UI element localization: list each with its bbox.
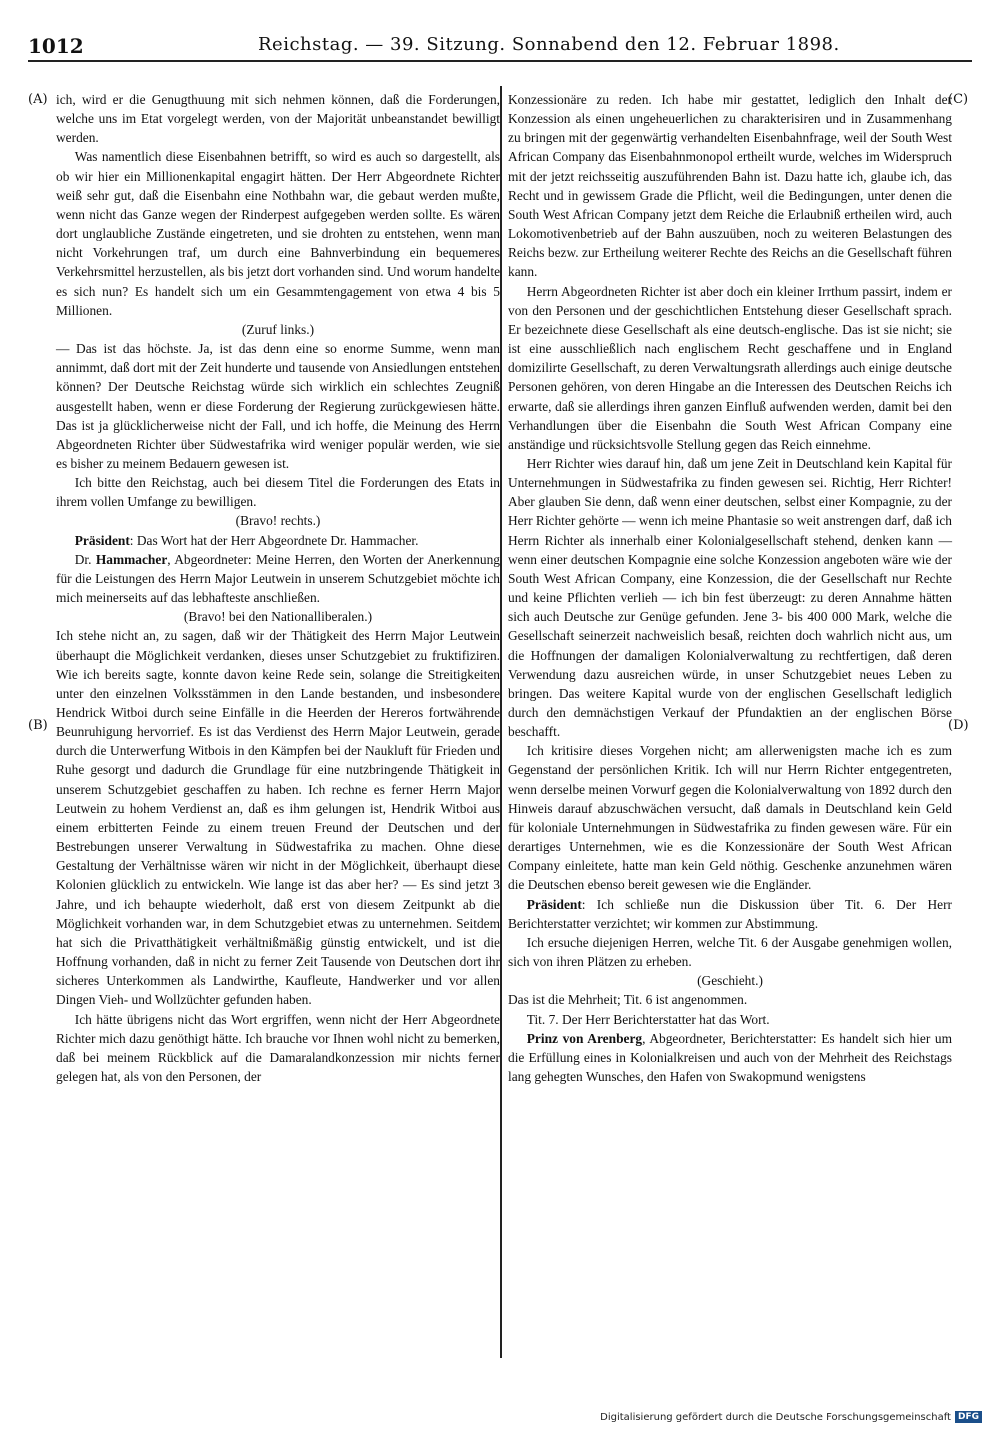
paragraph: Herrn Abgeordneten Richter ist aber doch ein kleiner Irrthum passirt, indem er von den Personen und der geschichtlichen Entstehung dieser Gesellschaft sprach. Er bezeichnete diese Gesellschaft als eine deutsch-englische. Das ist sie nicht; sie ist eine ausschließlich nach englischem Recht geschaffene und in England domizilirte Gesellschaft, zu deren Verwaltungsrath allerdings auch einige deutsche Personen gehören, von deren Hingabe an die Interessen des Deutschen Reichs ich erwarte, daß sie allerdings ihren ganzen Einfluß aufwenden werden, damit bei den Verhandlungen über die Eisenbahn die South West African Company eine anständige und rücksichtsvolle Stellung gegen das Reich einnehme.	[508, 283, 952, 452]
running-head: Reichstag. — 39. Sitzung. Sonnabend den 12. Februar 1898.	[258, 34, 840, 55]
paragraph: Herr Richter wies darauf hin, daß um jene Zeit in Deutschland kein Kapital für Unternehmungen in Südwestafrika zu finden gewesen sei. Richtig, Herr Richter! Aber glauben Sie denn, daß wenn einer deutschen, selbst einer Kompagnie, zu der Herr Richter gehörte — wenn ich meine Phantasie so weit anstrengen darf, daß ich Herrn Richter als innerhalb einer Kolonialgesellschaft stehend, denken kann — wenn einer deutschen Kompagnie eine solche Konzession angeboten wäre wie der South West African Company, eine Konzession, die der Gesellschaft nur Rechte und keine Pflichten verlieh — ich bin fest überzeugt: zu deren Annahme hätten sich auch Deutsche zur Genüge gefunden. Jene 3- bis 400 000 Mark, welche die Gesellschaft seinerzeit nachweislich besaß, reichten doch wahrlich nicht aus, um die Hoffnungen der damaligen Kolonialverwaltung zu rechtfertigen, daß deren Verwendung dazu ausreichen würde, in unser Schutzgebiet neues Leben zu bringen. Das weitere Kapital wurde von der englischen Gesellschaft lediglich durch den demnächstigen Verkauf der Pfundaktien an der englischen Börse beschafft.	[508, 455, 952, 740]
page-header	[28, 30, 972, 62]
speaker-paragraph: Prinz von Arenberg, Abgeordneter, Berichterstatter: Es handelt sich hier um die Erfüllung eines in Kolonialkreisen und auch von der Mehrheit des Reichstags lang gehegten Wunsches, den Hafen von Swakopmund wenigstens	[508, 1030, 952, 1084]
interjection: (Zuruf links.)	[241, 321, 315, 337]
digitization-credit	[600, 1411, 982, 1423]
interjection: (Bravo! rechts.)	[235, 513, 321, 529]
column-divider	[500, 86, 502, 1358]
right-column	[508, 90, 952, 1086]
credit-text: Digitalisierung gefördert durch die Deutsche Forschungsgemeinschaft	[600, 1411, 951, 1423]
page-number: 1012	[28, 34, 84, 58]
margin-label-b: (B)	[28, 718, 48, 733]
paragraph: Konzessionäre zu reden. Ich habe mir gestattet, lediglich den Inhalt der Konzession als einen ungeheuerlichen zu charakterisiren und in Zusammenhang zu bringen mit der gegenwärtig verhandelten Eisenbahnfrage, weil der South West African Company das Eisenbahnmonopol ertheilt wurde, welches im Widerspruch mit der jetzt reichsseitig auszuführenden Bahn ist. Dazu hatte ich, glaube ich, das Recht und in gewissem Grade die Pflicht, weil die Bedingungen, unter denen die South West African Company jetzt dem Reiche die Erlaubniß ertheilen wird, auch Lokomotivenbetrieb auf der Bahn auszuüben, noch zu weiteren Belastungen des Reichs bezw. zur Ertheilung weiterer Rechte des Reichs an die Gesellschaft führen kann.	[508, 92, 952, 280]
speaker-paragraph: Präsident: Das Wort hat der Herr Abgeordnete Dr. Hammacher.	[74, 532, 419, 548]
interjection: (Bravo! bei den Nationalliberalen.)	[183, 609, 373, 625]
speaker-paragraph: Präsident: Ich schließe nun die Diskussion über Tit. 6. Der Herr Berichterstatter verzichtet; wir kommen zur Abstimmung.	[508, 896, 952, 931]
paragraph: Tit. 7. Der Herr Berichterstatter hat das Wort.	[526, 1011, 770, 1027]
paragraph: Ich kritisire dieses Vorgehen nicht; am allerwenigsten mache ich es zum Gegenstand der persönlichen Kritik. Ich will nur Herrn Richter entgegentreten, wenn derselbe meinen Vorwurf gegen die Kolonialverwaltung von 1892 durch den Hinweis darauf abzuschwächen versucht, daß damals in Deutschland kein Geld für koloniale Unternehmungen in Südwestafrika zu finden gewesen wäre. Für ein derartiges Unternehmen, wie es die Konzessionäre der South West African Company einleitete, hatte man kein Geld nöthig. Geschenke anzunehmen wären die Deutschen ebenso bereit gewesen wie die Engländer.	[508, 743, 952, 893]
paragraph: Das ist die Mehrheit; Tit. 6 ist angenommen.	[508, 992, 748, 1008]
margin-label-d: (D)	[948, 718, 969, 733]
paragraph: ich, wird er die Genugthuung mit sich nehmen können, daß die Forderungen, welche uns im Etat vorgelegt werden, von der Majorität unbeanstandet bewilligt werden.	[56, 92, 500, 146]
dfg-logo-icon: DFG	[955, 1411, 982, 1423]
paragraph: — Das ist das höchste. Ja, ist das denn eine so enorme Summe, wenn man annimmt, daß dort mit der Zeit hunderte und tausende von Ansiedlungen entstehen können? Der Deutsche Reichstag würde sich wirklich ein schlechtes Zeugniß ausgestellt haben, wenn er diese Forderung der Regierung zurückgewiesen hätte. Das ist ja glücklicherweise nicht der Fall, und ich hoffe, die Meinung des Herrn Abgeordneten Richter über Südwestafrika wird weniger populär werden, wie sie es bisher zu meinem Bedauern gewesen ist.	[56, 341, 500, 471]
paragraph: Ich stehe nicht an, zu sagen, daß wir der Thätigkeit des Herrn Major Leutwein überhaupt die Möglichkeit verdanken, dieses unser Schutzgebiet zu fruktifiziren. Wie ich bereits sagte, konnte davon keine Rede sein, solange die Streitigkeiten unter den einzelnen Volksstämmen in den Lande bestanden, und insbesondere Hendrick Witboi durch seine Einfälle in die Heerden der Hereros fortwährende Beunruhigung hervorrief. Es ist das Verdienst des Herrn Major Leutwein, gerade durch die Unterwerfung Witbois in den Kämpfen bei der Naukluft für Frieden und Ruhe gesorgt und dadurch die Grundlage für eine nutzbringende Thätigkeit in unserem Schutzgebiet geschaffen zu haben. Ich rechne es ferner Herrn Major Leutwein zu hohem Verdienst an, daß es ihm gelungen ist, Hendrik Witboi aus einem erbitterten Feinde zu einem treuen Freund der Deutschen und der Bestrebungen unserer Verwaltung in Südwestafrika zu machen. Ohne diese Gestaltung der Verhältnisse wären wir nicht in der Möglichkeit, überhaupt diese Kolonien glücklich zu entwickeln. Wie lange ist das aber her? — Es sind jetzt 3 Jahre, und ich behaupte wiederholt, daß erst von diesem Zeitpunkt ab die Möglichkeit vorhanden war, in dem Schutzgebiet etwas zu unternehmen. Seitdem hat sich die Privatthätigkeit verhältnißmäßig günstig entwickelt, und ist die Hoffnung vorhanden, daß in nicht zu ferner Zeit Tausende von Deutschen dort ihr sicheres Unterkommen als Landwirthe, Kaufleute, Handwerker und vor allen Dingen Vieh- und Wollzüchter gefunden haben.	[56, 628, 500, 1008]
left-column	[56, 90, 500, 1086]
interjection: (Geschieht.)	[697, 973, 763, 989]
paragraph: Ich hätte übrigens nicht das Wort ergriffen, wenn nicht der Herr Abgeordnete Richter mich dazu genöthigt hätte. Ich brauche vor Ihnen wohl nicht zu bemerken, daß bei meinem Rückblick auf die Damaralandkonzession mir nichts ferner gelegen hat, als von den Personen, der	[56, 1011, 500, 1084]
speaker-paragraph: Dr. Hammacher, Abgeordneter: Meine Herren, den Worten der Anerkennung für die Leistungen des Herrn Major Leutwein in unserem Schutzgebiet möchte ich mich meinerseits auf das lebhafteste anschließen.	[56, 551, 501, 606]
paragraph: Was namentlich diese Eisenbahnen betrifft, so wird es auch so dargestellt, als ob wir hier ein Millionenkapital engagirt hätten. Der Herr Abgeordnete Richter weiß sehr gut, daß die Eisenbahn eine Nothbahn war, die gebaut werden mußte, wenn nicht das Ganze wegen der Rinderpest aufgegeben werden sollte. Es wären dort unglaubliche Zustände eingetreten, und sie drohten zu entstehen, wenn man nicht Vorkehrungen traf, um durch eine Bahnverbindung ein bequemeres Verkehrsmittel herzustellen, als bis jetzt dort vorhanden sind. Und worum handelte es sich nun? Es handelt sich um ein Gesammtengagement von etwa 4 bis 5 Millionen.	[56, 149, 501, 318]
margin-label-c: (C)	[948, 92, 969, 107]
paragraph: Ich ersuche diejenigen Herren, welche Tit. 6 der Ausgabe genehmigen wollen, sich von ihren Plätzen zu erheben.	[508, 934, 952, 970]
margin-label-a: (A)	[28, 92, 48, 107]
paragraph: Ich bitte den Reichstag, auch bei diesem Titel die Forderungen des Etats in ihrem vollen Umfange zu bewilligen.	[56, 475, 500, 510]
